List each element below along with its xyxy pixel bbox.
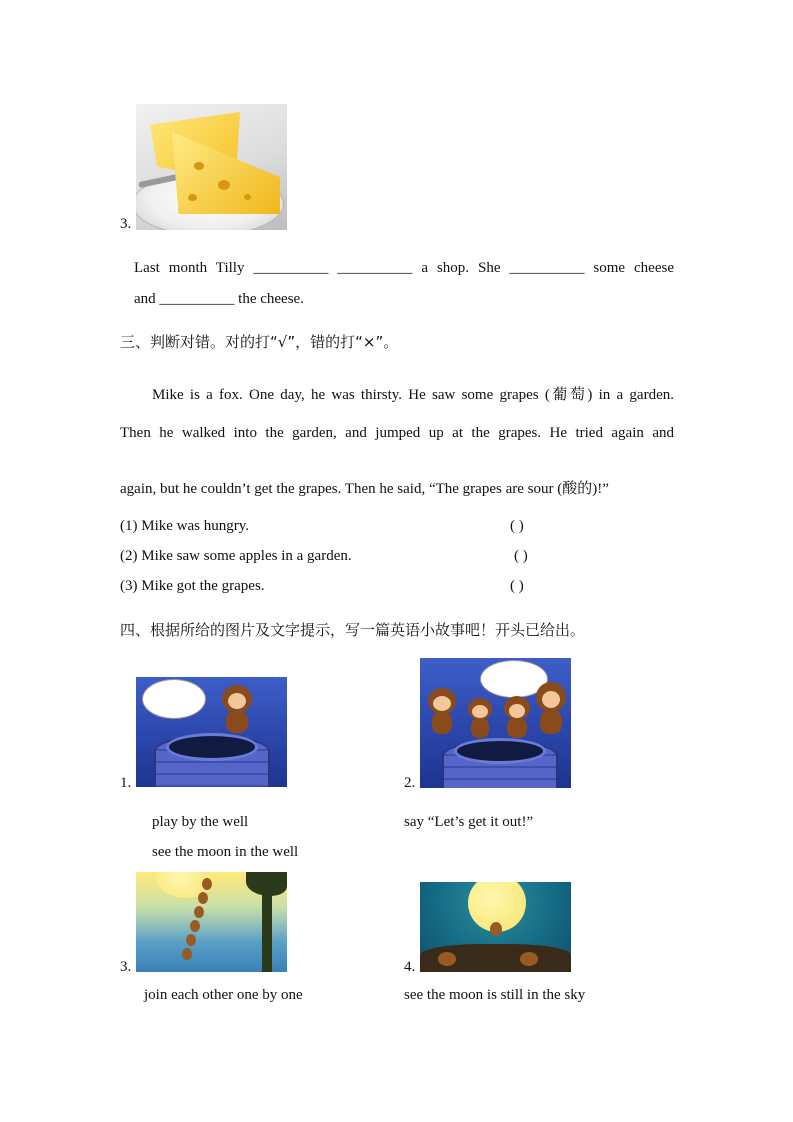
fill-blank-line: Last month Tilly __________ __________ a shop. She __________ some cheese — [134, 260, 674, 276]
picture-3-hint: join each other one by one — [144, 987, 303, 1003]
monkey-figure — [190, 920, 200, 932]
cheese-hole — [188, 194, 197, 201]
section-heading: 四、根据所给的图片及文字提示，写一篇英语小故事吧！开头已给出。 — [120, 621, 586, 639]
story-picture-4 — [420, 882, 571, 972]
cheese-hole — [194, 162, 204, 170]
story-picture-1 — [136, 677, 287, 787]
statement-2: (2) Mike saw some apples in a garden. — [120, 548, 352, 564]
section-heading: 三、判断对错。对的打“√”，错的打“×”。 — [120, 333, 399, 351]
picture-number-3: 3. — [120, 959, 132, 975]
monkey-figure — [202, 878, 212, 890]
cheese-hole — [218, 180, 230, 190]
picture-number-1: 1. — [120, 775, 132, 791]
monkey-figure — [186, 934, 196, 946]
picture-4-hint: see the moon is still in the sky — [404, 987, 586, 1003]
passage-line: again, but he couldn’t get the grapes. Then he said, “The grapes are sour (酸的)!” — [120, 481, 609, 497]
item-number: 3. — [120, 216, 132, 232]
speech-bubble — [142, 679, 206, 719]
tree-trunk — [262, 886, 272, 972]
passage-line: Mike is a fox. One day, he was thirsty. He saw some grapes (葡萄) in a garden. — [152, 387, 674, 403]
monkey-figure — [198, 892, 208, 904]
statement-1: (1) Mike was hungry. — [120, 518, 250, 534]
cheese-picture — [136, 104, 287, 230]
passage-line: Then he walked into the garden, and jumped up at the grapes. He tried again and — [120, 425, 674, 441]
story-picture-2 — [420, 658, 571, 788]
picture-number-2: 2. — [404, 775, 416, 791]
monkey-figure — [520, 952, 538, 966]
monkey-figure — [194, 906, 204, 918]
answer-bracket-2[interactable]: ( ) — [514, 548, 528, 564]
cheese-hole — [244, 194, 251, 200]
picture-1-hint: play by the well — [152, 814, 249, 830]
well-mouth — [166, 733, 258, 761]
monkey-figure — [182, 948, 192, 960]
well-mouth — [454, 738, 546, 764]
statement-3: (3) Mike got the grapes. — [120, 578, 265, 594]
picture-number-4: 4. — [404, 959, 416, 975]
picture-1-hint: see the moon in the well — [152, 844, 299, 860]
monkey-figure — [490, 922, 502, 936]
fill-blank-line: and __________ the cheese. — [134, 291, 304, 307]
answer-bracket-3[interactable]: ( ) — [510, 578, 524, 594]
picture-2-hint: say “Let’s get it out!” — [404, 814, 534, 830]
story-picture-3 — [136, 872, 287, 972]
answer-bracket-1[interactable]: ( ) — [510, 518, 524, 534]
monkey-figure — [438, 952, 456, 966]
